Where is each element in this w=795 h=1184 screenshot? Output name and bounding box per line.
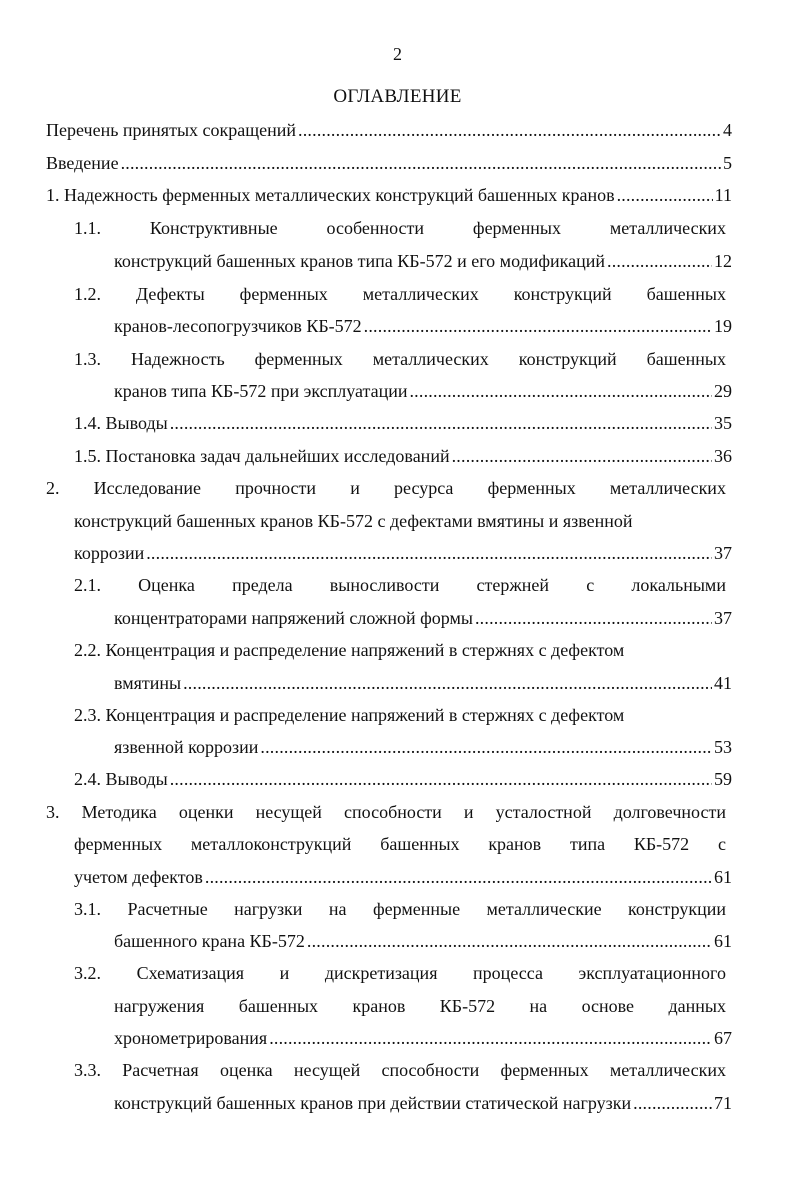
toc-word: Надежность — [130, 349, 225, 369]
leader-dots — [364, 315, 712, 337]
toc-word: 3.3. — [74, 1060, 101, 1080]
toc-word: металлических — [609, 1060, 726, 1080]
toc-entry-label: 2.4. Выводы — [74, 769, 168, 789]
toc-word: выносливости — [329, 575, 440, 595]
toc-word: ферменных — [487, 478, 576, 498]
toc-word: кранов — [352, 996, 406, 1016]
toc-word: нагружения — [114, 996, 205, 1016]
toc-entry-chapter-2[interactable] — [74, 542, 732, 564]
toc-word: локальными — [631, 575, 726, 595]
toc-entry-section-3-2-line2[interactable] — [114, 995, 726, 1017]
toc-word: несущей — [255, 802, 322, 822]
toc-entry-section-2-2-line1[interactable] — [74, 639, 732, 661]
toc-word: эксплуатационного — [578, 963, 726, 983]
toc-word: нагрузки — [234, 899, 303, 919]
leader-dots — [617, 184, 713, 206]
toc-entry-chapter-2-line2[interactable] — [74, 510, 732, 532]
toc-word: 3.2. — [74, 963, 101, 983]
toc-entry-page: 4 — [723, 120, 732, 140]
toc-word: стержней — [476, 575, 550, 595]
toc-word: металлических — [372, 349, 489, 369]
toc-word: Исследование — [93, 478, 202, 498]
leader-dots — [633, 1092, 712, 1114]
toc-entry-section-3-2-line1[interactable] — [74, 962, 726, 984]
toc-word: способности — [344, 802, 442, 822]
toc-word: Дефекты — [135, 284, 205, 304]
toc-word: металлических — [609, 218, 726, 238]
leader-dots — [452, 445, 712, 467]
toc-word: предела — [232, 575, 293, 595]
toc-entry-label: конструкций башенных кранов КБ-572 с дефектами вмятины и язвенной — [74, 511, 633, 531]
toc-entry-section-2-3-line1[interactable] — [74, 704, 732, 726]
toc-word: ферменных — [472, 218, 562, 238]
toc-word: на — [529, 996, 548, 1016]
toc-word: конструкции — [628, 899, 726, 919]
toc-word: башенных — [646, 284, 726, 304]
toc-word: металлических — [609, 478, 726, 498]
toc-word: и — [279, 963, 290, 983]
toc-entry-section-3-1-line1[interactable] — [74, 898, 726, 920]
toc-entry-label: башенного крана КБ-572 — [114, 931, 305, 951]
toc-entry-label: Перечень принятых сокращений — [46, 120, 297, 140]
toc-word: дискретизация — [324, 963, 438, 983]
leader-dots — [260, 736, 712, 758]
leader-dots — [170, 768, 712, 790]
toc-word: 3.1. — [74, 899, 101, 919]
toc-entry-page: 41 — [714, 673, 732, 693]
toc-entry-label: коррозии — [74, 543, 145, 563]
toc-word: типа — [569, 834, 606, 854]
toc-word: башенных — [646, 349, 726, 369]
toc-word: оценки — [178, 802, 234, 822]
toc-entry-section-1-2[interactable] — [114, 315, 732, 337]
toc-word: с — [717, 834, 726, 854]
toc-word: конструкций — [513, 284, 612, 304]
toc-entry-page: 61 — [714, 931, 732, 951]
page-number: 2 — [393, 44, 402, 64]
toc-entry-page: 59 — [714, 769, 732, 789]
toc-word: 1.2. — [74, 284, 101, 304]
toc-word: КБ-572 — [633, 834, 690, 854]
toc-entry-section-2-4[interactable] — [74, 768, 732, 790]
leader-dots — [475, 607, 712, 629]
toc-word: 3. — [46, 802, 60, 822]
toc-word: ферменных — [239, 284, 328, 304]
toc-word: долговечности — [613, 802, 726, 822]
toc-entry-page: 11 — [714, 185, 732, 205]
toc-entry-page: 67 — [714, 1028, 732, 1048]
toc-entry-label: кранов-лесопогрузчиков КБ-572 — [114, 316, 362, 336]
toc-word: Расчетная — [122, 1060, 199, 1080]
toc-entry-section-3-3[interactable] — [114, 1092, 732, 1114]
toc-word: КБ-572 — [439, 996, 496, 1016]
toc-word: оценка — [219, 1060, 273, 1080]
toc-entry-label: 1. Надежность ферменных металлических конструкций башенных кранов — [46, 185, 615, 205]
leader-dots — [183, 672, 712, 694]
toc-entry-abbreviations[interactable] — [46, 119, 732, 141]
toc-entry-label: учетом дефектов — [74, 867, 203, 887]
toc-entry-page: 12 — [714, 251, 732, 271]
toc-entry-label: 2.2. Концентрация и распределение напряжений в стержнях с дефектом — [74, 640, 625, 660]
toc-entry-page: 61 — [714, 867, 732, 887]
toc-entry-page: 36 — [714, 446, 732, 466]
leader-dots — [146, 542, 712, 564]
toc-entry-label: 2.3. Концентрация и распределение напряжений в стержнях с дефектом — [74, 705, 625, 725]
toc-entry-section-3-1[interactable] — [114, 930, 732, 952]
toc-word: с — [586, 575, 595, 595]
toc-entry-chapter-1[interactable] — [46, 184, 732, 206]
leader-dots — [607, 250, 712, 272]
toc-entry-section-1-3-line1[interactable] — [74, 348, 726, 370]
toc-word: и — [463, 802, 474, 822]
toc-entry-page: 37 — [714, 608, 732, 628]
toc-entry-label: кранов типа КБ-572 при эксплуатации — [114, 381, 408, 401]
toc-entry-section-1-3[interactable] — [114, 380, 732, 402]
toc-word: башенных — [238, 996, 319, 1016]
toc-word: ресурса — [394, 478, 454, 498]
toc-entry-page: 71 — [714, 1093, 732, 1113]
toc-word: ферменных — [500, 1060, 589, 1080]
toc-entry-label: концентраторами напряжений сложной формы — [114, 608, 473, 628]
toc-entry-section-1-1-line1[interactable] — [74, 217, 726, 239]
toc-entry-label: конструкций башенных кранов при действии статической нагрузки — [114, 1093, 632, 1113]
toc-word: кранов — [488, 834, 542, 854]
toc-word: 1.3. — [74, 349, 101, 369]
toc-word: Схематизация — [136, 963, 245, 983]
toc-word: Конструктивные — [149, 218, 278, 238]
toc-entry-section-2-1-line1[interactable] — [74, 574, 726, 596]
toc-word: на — [328, 899, 347, 919]
toc-entry-label: конструкций башенных кранов типа КБ-572 и его модификаций — [114, 251, 606, 271]
leader-dots — [170, 412, 712, 434]
toc-word: ферменных — [74, 834, 163, 854]
toc-entry-label: хронометрирования — [114, 1028, 268, 1048]
toc-word: 1.1. — [74, 218, 101, 238]
toc-entry-section-3-2[interactable] — [114, 1027, 732, 1049]
toc-entry-chapter-2-line1[interactable] — [46, 477, 726, 499]
toc-entry-label: 1.4. Выводы — [74, 413, 168, 433]
toc-word: башенных — [380, 834, 460, 854]
toc-word: металлические — [486, 899, 602, 919]
toc-entry-chapter-3[interactable] — [74, 866, 732, 888]
leader-dots — [121, 152, 721, 174]
toc-word: металлоконструкций — [190, 834, 352, 854]
toc-word: данных — [668, 996, 726, 1016]
toc-word: Оценка — [138, 575, 195, 595]
toc-word: особенности — [326, 218, 425, 238]
toc-word: Методика — [81, 802, 157, 822]
leader-dots — [298, 119, 721, 141]
toc-word: ферменных — [254, 349, 343, 369]
toc-entry-section-1-2-line1[interactable] — [74, 283, 726, 305]
toc-word: процесса — [473, 963, 543, 983]
toc-entry-page: 5 — [723, 153, 732, 173]
toc-word: ферменные — [372, 899, 461, 919]
toc-word: усталостной — [495, 802, 592, 822]
toc-entry-section-2-3[interactable] — [114, 736, 732, 758]
toc-entry-section-1-4[interactable] — [74, 412, 732, 434]
toc-entry-introduction[interactable] — [46, 152, 732, 174]
toc-entry-section-3-3-line1[interactable] — [74, 1059, 726, 1081]
toc-entry-chapter-3-line1[interactable] — [46, 801, 726, 823]
toc-entry-page: 35 — [714, 413, 732, 433]
toc-title: ОГЛАВЛЕНИЕ — [333, 86, 462, 107]
toc-word: металлических — [362, 284, 479, 304]
toc-word: прочности — [235, 478, 317, 498]
leader-dots — [409, 380, 712, 402]
toc-entry-page: 53 — [714, 737, 732, 757]
toc-word: 2. — [46, 478, 60, 498]
leader-dots — [307, 930, 712, 952]
toc-entry-label: 1.5. Постановка задач дальнейших исследований — [74, 446, 450, 466]
toc-entry-label: вмятины — [114, 673, 182, 693]
toc-entry-section-2-1[interactable] — [114, 607, 732, 629]
toc-entry-page: 19 — [714, 316, 732, 336]
toc-entry-label: Введение — [46, 153, 119, 173]
toc-word: способности — [381, 1060, 480, 1080]
toc-entry-chapter-3-line2[interactable] — [74, 833, 726, 855]
toc-entry-page: 37 — [714, 543, 732, 563]
toc-word: и — [350, 478, 360, 498]
toc-word: 2.1. — [74, 575, 101, 595]
leader-dots — [205, 866, 712, 888]
toc-entry-section-1-1[interactable] — [114, 250, 732, 272]
toc-word: Расчетные — [127, 899, 208, 919]
toc-entry-section-2-2[interactable] — [114, 672, 732, 694]
toc-entry-section-1-5[interactable] — [74, 445, 732, 467]
toc-word: конструкций — [518, 349, 617, 369]
toc-entry-label: язвенной коррозии — [114, 737, 259, 757]
toc-word: несущей — [293, 1060, 361, 1080]
toc-entry-page: 29 — [714, 381, 732, 401]
leader-dots — [269, 1027, 712, 1049]
toc-word: основе — [581, 996, 635, 1016]
